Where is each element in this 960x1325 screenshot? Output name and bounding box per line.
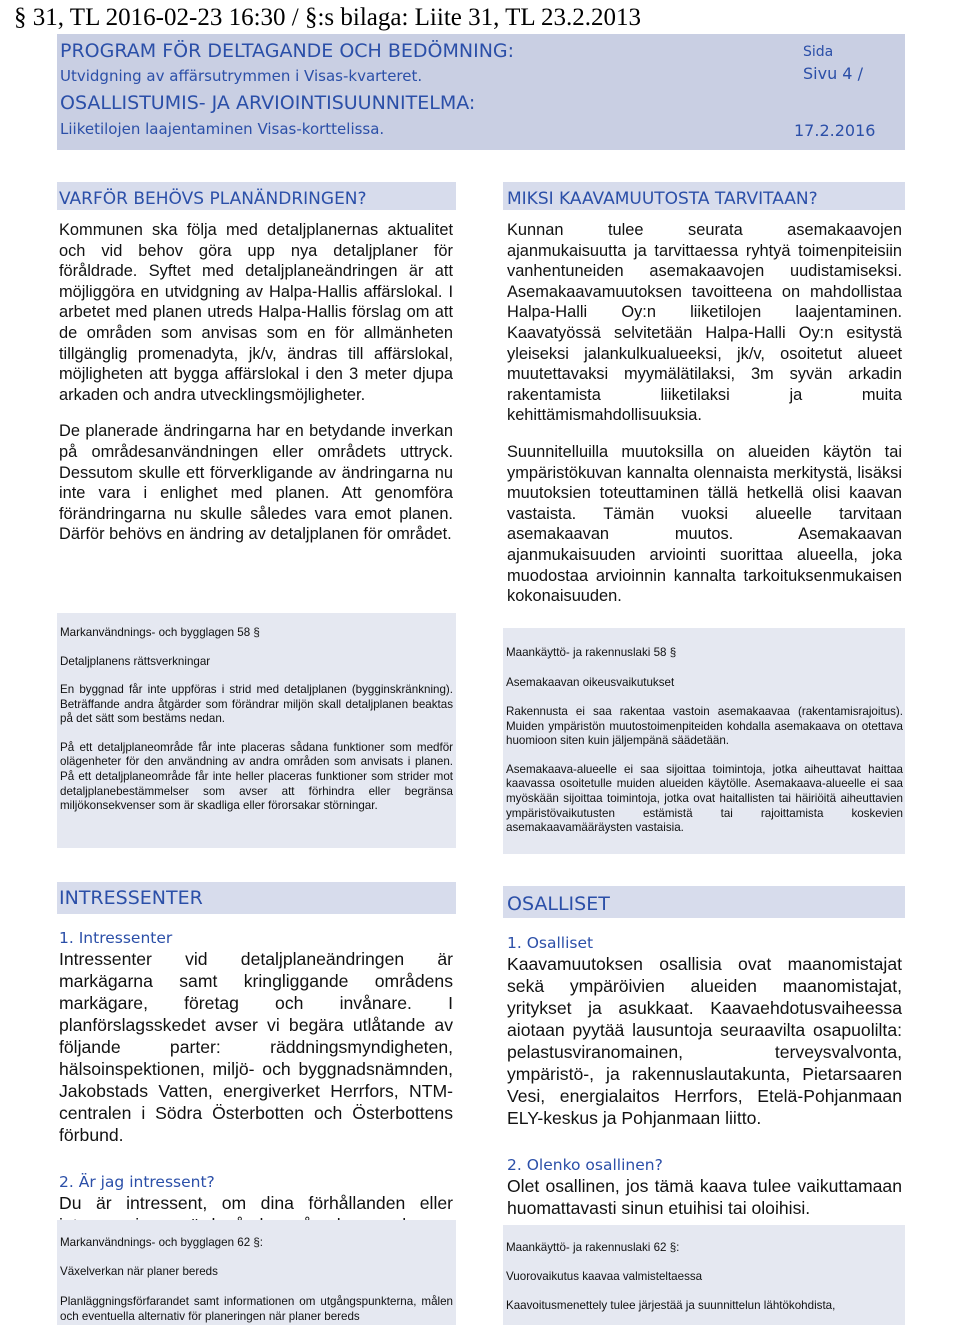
document-header (57, 34, 905, 150)
paragraph: Kommunen ska följa med detaljplanernas aktualitet och vid behov göra upp nya detaljplaner för föråldrade. Syftet med detaljplaneändringen är att möjliggöra en utvidgning av Halpa-Hallis affärslokal. I arbetet med planen utreds Halpa-Hallis förslag om att de områden som anvisas som en för allmänheten tillgänglig promenadyta, jk/v, ändras till affärslokal, möjligheten att bygga affärslokal i den 3 meter djupa arkaden och andra utvecklingsmöjligheter. (59, 221, 453, 404)
subheading: 1. Intressenter (59, 929, 173, 947)
law-text (506, 705, 903, 836)
paragraph: Du är intressent, om dina förhållanden eller (59, 1193, 453, 1213)
paragraph: Kunnan tulee seurata asemakaavojen ajanmukaisuutta ja tarvittaessa ryhtyä toimenpiteisiin vanhentuneiden asemakaavojen uudistamiseksi. Asemakaavamuutoksen tavoitteena on mahdollistaa Halpa-Halli Oy:n liiketilojen laajentaminen. Kaavatyössä selvitetään Halpa-Halli Oy:n esitystä yleiseksi jalankulkualueeksi, jk/v, osoitetut alueet muutettavaksi myymälätilaksi, 3m syvän arkadin rakentamista liiketilaksi ja muita kehittämismahdollisuuksia. (507, 221, 902, 425)
law-box-mbl-58 (57, 613, 456, 848)
paragraph: Olet osallinen, jos tämä kaava tulee vaikuttamaan huomattavasti sinun etuihisi tai oloihisi. (507, 1176, 902, 1218)
law-box-mrl-62 (503, 1225, 905, 1325)
paragraph: På ett detaljplaneområde får inte placeras sådana funktioner som medför olägenheter för den användning av andra områden som anvisats i planen. På ett detaljplaneområde får inte heller placeras funktioner som strider mot detaljplanebestämmelser som avser att förhindra eller begränsa miljökonsekvenser som är skadliga eller förorsakar störningar. (60, 740, 453, 813)
law-box-mbl-62 (57, 1220, 456, 1325)
section-heading-why: VARFÖR BEHÖVS PLANÄNDRINGEN? (59, 189, 367, 209)
section-heading-intressenter: INTRESSENTER (59, 887, 203, 909)
paragraph: Intressenter vid detaljplaneändringen är markägarna samt kringliggande områdens markägare, företag och invånare. I planförslagsskedet avser vi begära utlåtande av följande parter: räddningsmyndigheten, hälsoinspektionen, miljö- och byggnadsnämnden, Jakobstads Vatten, energiverket Herrfors, NTM-centralen i Södra Österbotten och Österbottens förbund. (59, 949, 453, 1145)
subheading: 2. Är jag intressent? (59, 1173, 215, 1191)
law-title: Vuorovaikutus kaavaa valmisteltaessa (506, 1270, 703, 1283)
paragraph: De planerade ändringarna har en betydande inverkan på områdesanvändningen eller områdets uttryck. Dessutom skulle ett förverkligande av ändringarna nu inte vara i enlighet med planen. Att genomföra förändringarna nu skulle således vara emot planen. Därför behövs en ändring av detaljplanen för området. (59, 422, 453, 544)
header-subtitle-sv: Utvidgning av affärsutrymmen i Visas-kvarteret. (60, 67, 423, 85)
paragraph: Suunnitelluilla muutoksilla on alueiden käytön tai ympäristökuvan kannalta olennaista merkitystä, lisäksi muutoksien toteuttaminen tällä hetkellä olisi kaavan vastaista. Tämän vuoksi alueelle tarvitaan asemakaavan muutos. Asemakaavan ajanmukaisuuden arviointi suorittaa alueella, joka muodostaa arvioinnin kannalta tarkoituksenmukaisen kokonaisuuden. (507, 442, 902, 606)
section-body-osalliset (507, 933, 902, 1219)
subheading: 2. Olenko osallinen? (507, 1156, 663, 1174)
law-reference: Maankäyttö- ja rakennuslaki 62 §: (506, 1241, 680, 1254)
law-title: Växelverkan när planer bereds (60, 1265, 218, 1278)
paragraph: Asemakaava-alueelle ei saa sijoittaa toimintoja, jotka aiheuttavat haittaa kaavassa osoitetulle muiden alueiden käytölle. Asemakaava-alueelle ei saa myöskään sijoittaa toimintoja, jotka ovat haitallisten tai häiriöitä aiheuttavien ympäristövaikutusten estämistä tai rajoittamista koskevien asemakaavamääräysten vastaisia. (506, 762, 903, 835)
law-text: Planläggningsförfarandet samt informationen om utgångspunkterna, målen och eventuella alternativ för planeringen när planer bereds (60, 1295, 453, 1323)
law-text (60, 683, 453, 814)
header-title-fi: OSALLISTUMIS- JA ARVIOINTISUUNNITELMA: (60, 92, 476, 114)
paragraph: En byggnad får inte uppföras i strid med detaljplanen (bygginskränkning). Beträffande andra åtgärder som förändrar miljön skall detaljplanen beaktas på det sätt som bestäms nedan. (60, 683, 453, 726)
law-reference: Maankäyttö- ja rakennuslaki 58 § (506, 646, 677, 659)
section-heading-miksi: MIKSI KAAVAMUUTOSTA TARVITAAN? (507, 189, 818, 209)
paragraph: Rakennusta ei saa rakentaa vastoin asemakaavaa (rakentamisrajoitus). Muiden ympäristön muutostoimenpiteiden kohdalla asemakaava on otettava huomioon siten kuin jäljempänä säädetään. (506, 705, 903, 748)
subheading: 1. Osalliset (507, 934, 594, 952)
law-title: Detaljplanens rättsverkningar (60, 655, 211, 668)
section-body-miksi (507, 220, 902, 607)
header-title-sv: PROGRAM FÖR DELTAGANDE OCH BEDÖMNING: (60, 40, 515, 62)
law-box-mrl-58 (503, 628, 905, 854)
header-date: 17.2.2016 (794, 121, 876, 140)
paragraph: Kaavamuutoksen osallisia ovat maanomistajat sekä ympäröivien alueiden maanomistajat, yritykset ja asukkaat. Kaavaehdotusvaiheessa aiotaan pyytää lausuntoja seuraavilta osapuolilta: pelastusviranomainen, terveysvalvonta, ympäristö-, ja rakennuslautakunta, Pietarsaaren Vesi, energialaitos Herrfors, Etelä-Pohjanmaan ELY-keskus ja Pohjanmaan liitto. (507, 954, 902, 1128)
law-text: Kaavoitusmenettely tulee järjestää ja suunnittelun lähtökohdista, (506, 1299, 836, 1312)
document-reference-line: § 31, TL 2016-02-23 16:30 / §:s bilaga: Liite 31, TL 23.2.2013 (14, 4, 642, 31)
section-body-intressenter (59, 928, 453, 1236)
page-label: Sida (803, 44, 834, 60)
law-title: Asemakaavan oikeusvaikutukset (506, 676, 675, 689)
section-heading-osalliset: OSALLISET (507, 893, 610, 915)
page-number: Sivu 4 / (803, 64, 863, 83)
header-subtitle-fi: Liiketilojen laajentaminen Visas-korttelissa. (60, 120, 385, 138)
law-reference: Markanvändnings- och bygglagen 62 §: (60, 1236, 264, 1249)
law-reference: Markanvändnings- och bygglagen 58 § (60, 626, 260, 639)
section-body-why (59, 220, 453, 545)
